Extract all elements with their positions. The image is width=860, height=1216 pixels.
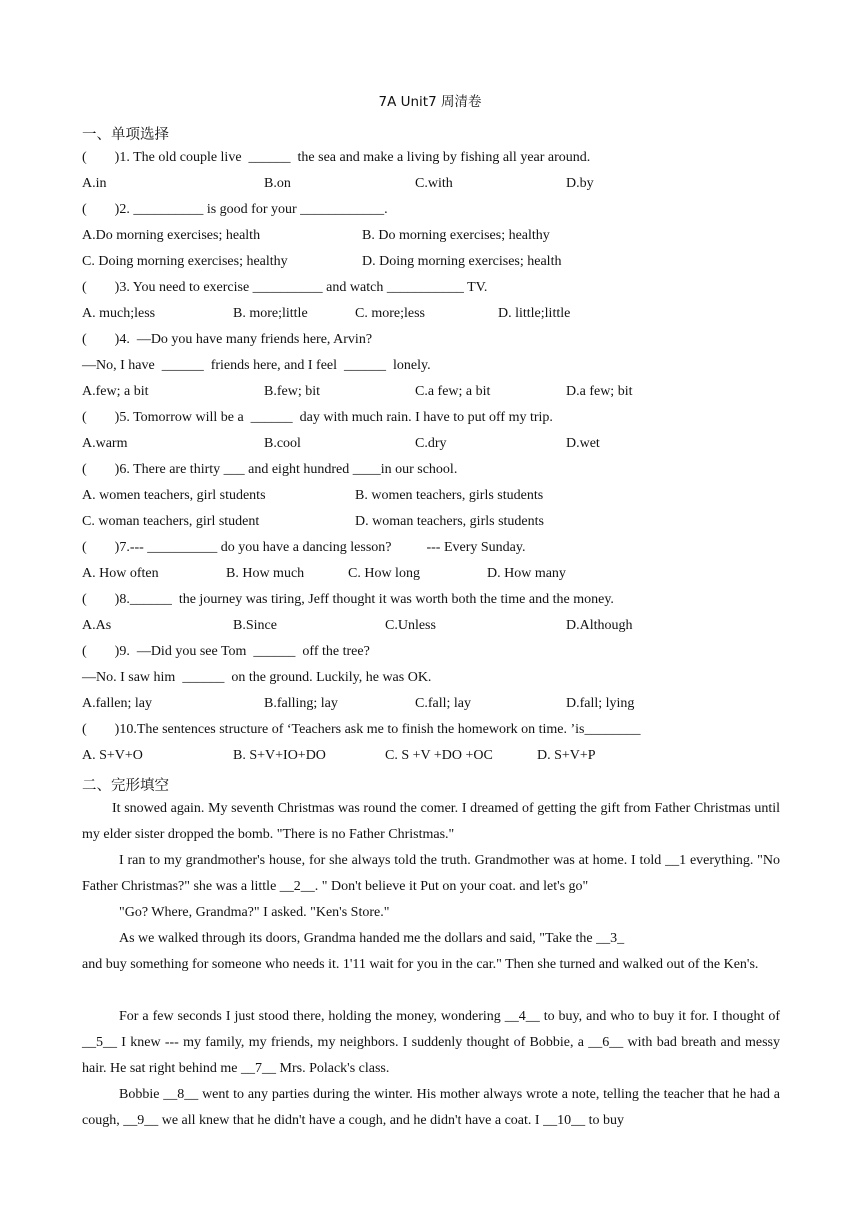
q9-option-b: B.falling; lay [264,696,338,711]
q4-option-c: C.a few; a bit [415,384,491,399]
q2-option-a: A.Do morning exercises; health [82,228,261,243]
question-10: ( )10.The sentences structure of ‘Teachers ask me to finish the homework on time. ’is________ [82,722,641,737]
question-5: ( )5. Tomorrow will be a ______ day with much rain. I have to put off my trip. [82,410,553,425]
question-3: ( )3. You need to exercise __________ and watch ___________ TV. [82,280,488,295]
question-9: ( )9. —Did you see Tom ______ off the tree? [82,644,370,659]
passage-paragraph: Bobbie __8__ went to any parties during the winter. His mother always wrote a note, telling the teacher that he had a cough, __9__ we all knew that he didn't have a cough, and he didn't have a coat. I __10__ to buy [82,1087,780,1128]
question-4-answer-line: —No, I have ______ friends here, and I feel ______ lonely. [82,358,431,373]
q9-option-a: A.fallen; lay [82,696,152,711]
q7-option-d: D. How many [487,566,566,581]
q1-option-b: B.on [264,176,291,191]
q6-option-d: D. woman teachers, girls students [355,514,544,529]
q10-option-d: D. S+V+P [537,748,596,763]
q7-option-b: B. How much [226,566,305,581]
q5-option-d: D.wet [566,436,600,451]
q8-option-c: C.Unless [385,618,436,633]
passage-paragraph: I ran to my grandmother's house, for she always told the truth. Grandmother was at home. I told __1 everything. "No Father Christmas?" she was a little __2__. " Don't believe it Put on your coat. and let's go" [82,853,780,894]
passage-paragraph: "Go? Where, Grandma?" I asked. "Ken's Store." [119,905,390,920]
q6-option-a: A. women teachers, girl students [82,488,266,503]
question-9-answer-line: —No. I saw him ______ on the ground. Luckily, he was OK. [82,670,432,685]
q2-option-b: B. Do morning exercises; healthy [362,228,550,243]
question-6: ( )6. There are thirty ___ and eight hundred ____in our school. [82,462,458,477]
q10-option-c: C. S +V +DO +OC [385,748,493,763]
section-heading-cloze: 二、完形填空 [82,778,169,794]
q1-option-d: D.by [566,176,594,191]
q3-option-c: C. more;less [355,306,425,321]
q4-option-a: A.few; a bit [82,384,149,399]
q5-option-c: C.dry [415,436,447,451]
passage-paragraph: As we walked through its doors, Grandma handed me the dollars and said, "Take the __3_ [119,931,625,946]
q6-option-b: B. women teachers, girls students [355,488,544,503]
q9-option-d: D.fall; lying [566,696,635,711]
q2-option-d: D. Doing morning exercises; health [362,254,562,269]
passage-paragraph: It snowed again. My seventh Christmas was round the comer. I dreamed of getting the gift from Father Christmas until my elder sister dropped the bomb. "There is no Father Christmas." [82,801,780,842]
q9-option-c: C.fall; lay [415,696,471,711]
q10-option-b: B. S+V+IO+DO [233,748,326,763]
section-heading-choice: 一、单项选择 [82,127,169,143]
question-1: ( )1. The old couple live ______ the sea and make a living by fishing all year around. [82,150,591,165]
q1-option-c: C.with [415,176,453,191]
q10-option-a: A. S+V+O [82,748,143,763]
passage-paragraph: and buy something for someone who needs it. 1'11 wait for you in the car." Then she turned and walked out of the Ken's. [82,957,759,972]
question-8: ( )8.______ the journey was tiring, Jeff thought it was worth both the time and the money. [82,592,614,607]
q5-option-a: A.warm [82,436,128,451]
q8-option-d: D.Although [566,618,633,633]
q3-option-a: A. much;less [82,306,156,321]
q5-option-b: B.cool [264,436,301,451]
q1-option-a: A.in [82,176,107,191]
q4-option-d: D.a few; bit [566,384,633,399]
question-7: ( )7.--- __________ do you have a dancing lesson? --- Every Sunday. [82,540,526,555]
q3-option-d: D. little;little [498,306,571,321]
q3-option-b: B. more;little [233,306,308,321]
q2-option-c: C. Doing morning exercises; healthy [82,254,288,269]
q6-option-c: C. woman teachers, girl student [82,514,260,529]
q8-option-b: B.Since [233,618,277,633]
page-title: 7A Unit7 周清卷 [378,94,482,110]
passage-paragraph: For a few seconds I just stood there, holding the money, wondering __4__ to buy, and who to buy it for. I thought of __5__ I knew --- my family, my friends, my neighbors. I suddenly thought of Bobbie, a __6__ with bad breath and messy hair. He sat right behind me __7__ Mrs. Polack's class. [82,1009,780,1076]
q7-option-c: C. How long [348,566,420,581]
q4-option-b: B.few; bit [264,384,320,399]
question-4: ( )4. —Do you have many friends here, Arvin? [82,332,373,347]
q8-option-a: A.As [82,618,112,633]
q7-option-a: A. How often [82,566,159,581]
question-2: ( )2. __________ is good for your ____________. [82,202,388,217]
